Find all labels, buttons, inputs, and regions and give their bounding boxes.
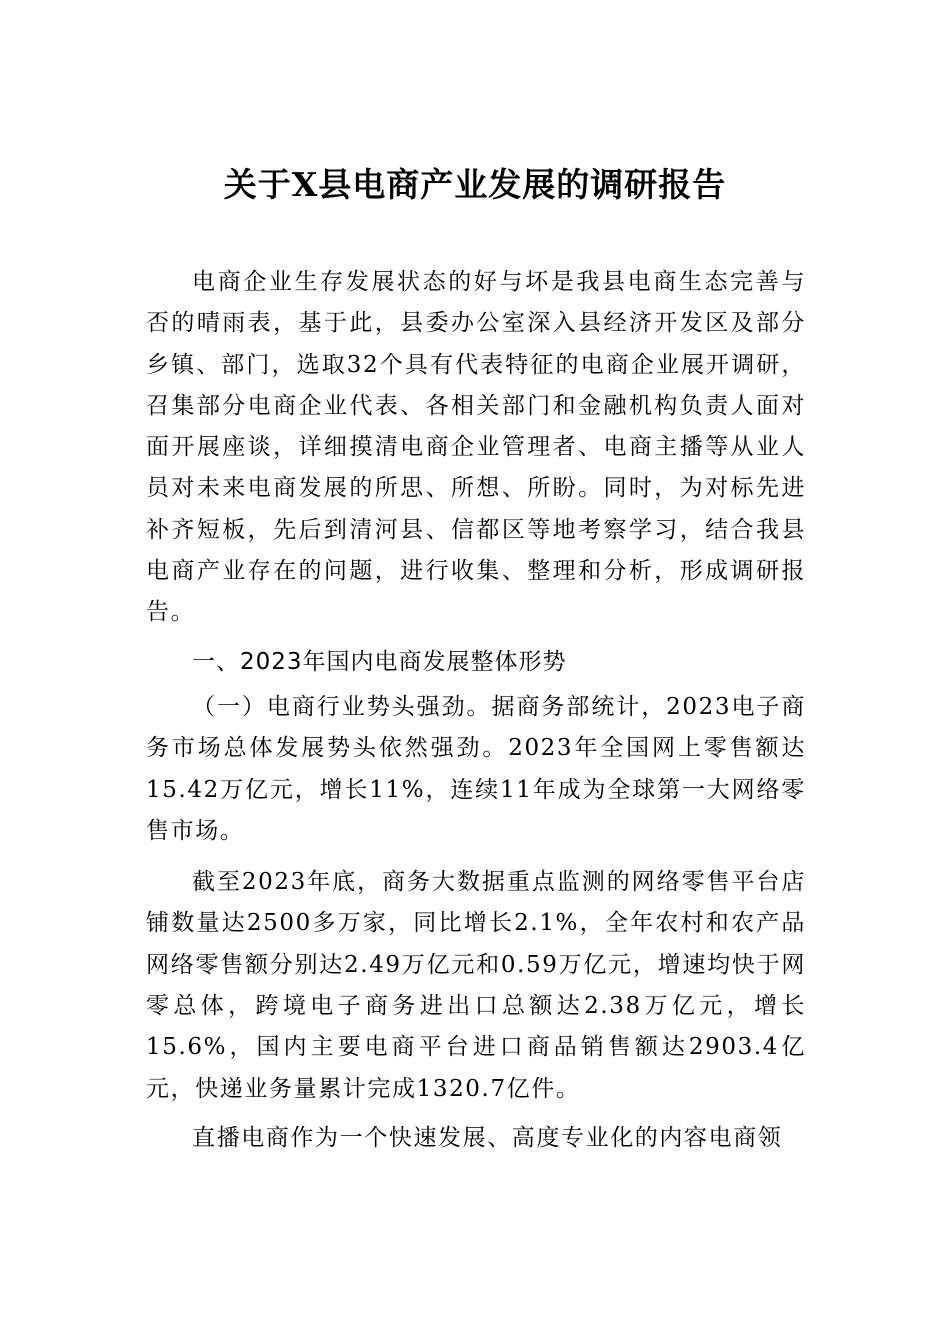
livestream-paragraph: 直播电商作为一个快速发展、高度专业化的内容电商领 (192, 1124, 783, 1151)
statistics-paragraph: 截至2023年底，商务大数据重点监测的网络零售平台店铺数量达2500多万家，同比增长2.1%，全年农村和农产品网络零售额分别达2.49万亿元和0.59万亿元，增速均快于网零总体，跨境电子商务进出口总额达2.38万亿元，增长15.6%，国内主要电商平台进口商品销售额达2903.4亿元，快递业务量累计完成1320.7亿件。 (146, 869, 806, 1102)
subsection-paragraph: （一）电商行业势头强劲。据商务部统计，2023电子商务市场总体发展势头依然强劲。2023年全国网上零售额达15.42万亿元，增长11%，连续11年成为全球第一大网络零售市场。 (146, 693, 806, 844)
document-title: 关于X县电商产业发展的调研报告 (223, 165, 727, 204)
document-body (146, 262, 806, 1167)
intro-paragraph: 电商企业生存发展状态的好与坏是我县电商生态完善与否的晴雨表，基于此，县委办公室深入县经济开发区及部分乡镇、部门，选取32个具有代表特征的电商企业展开调研，召集部分电商企业代表、各相关部门和金融机构负责人面对面开展座谈，详细摸清电商企业管理者、电商主播等从业人员对未来电商发展的所思、所想、所盼。同时，为对标先进补齐短板，先后到清河县、信都区等地考察学习，结合我县电商产业存在的问题，进行收集、整理和分析，形成调研报告。 (146, 269, 806, 626)
section-heading: 一、2023年国内电商发展整体形势 (192, 648, 567, 675)
